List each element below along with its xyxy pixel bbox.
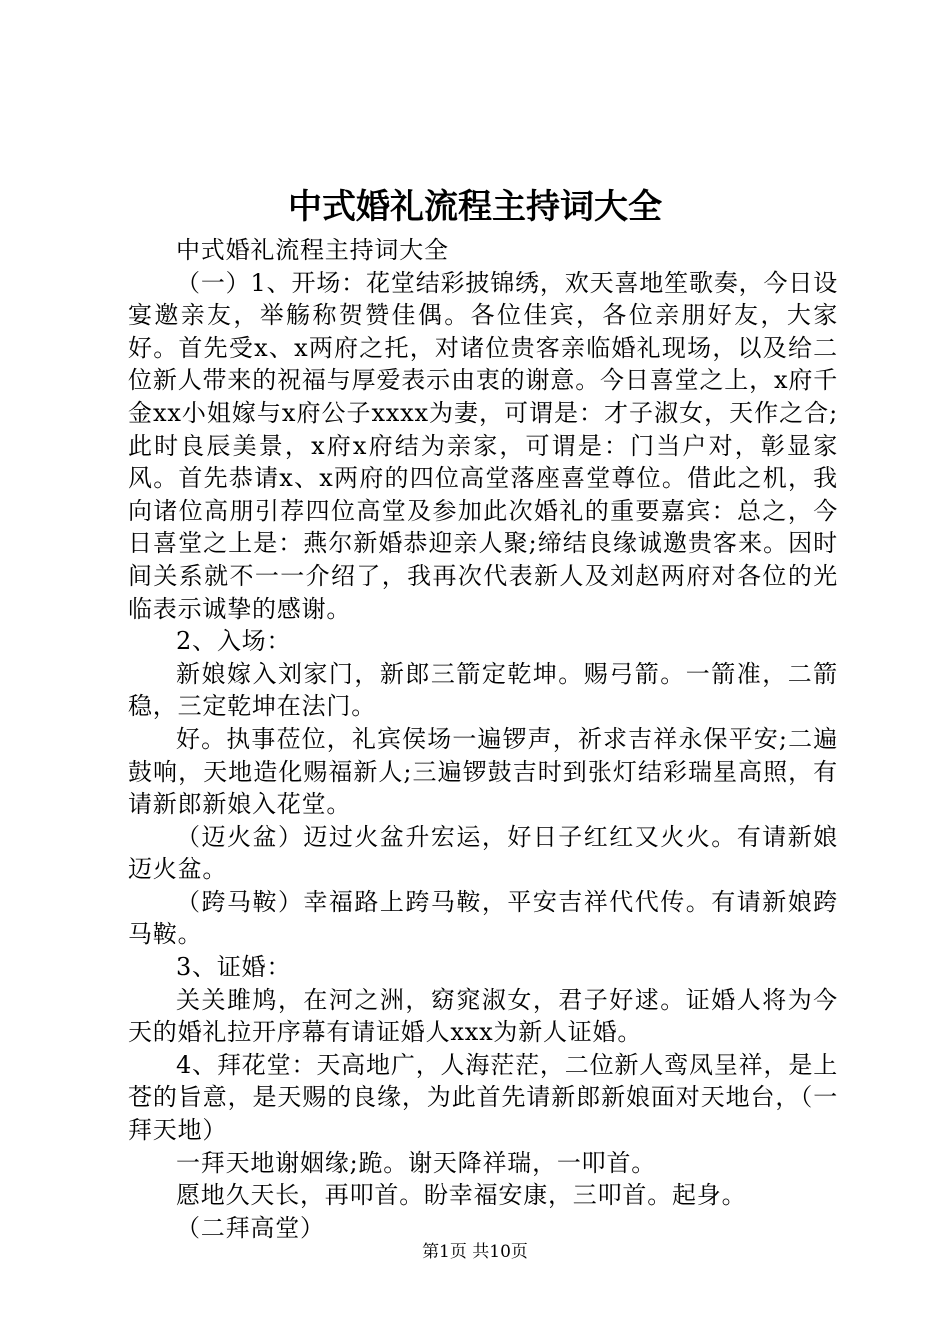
paragraph: 中式婚礼流程主持词大全 [176,236,449,264]
paragraph: 2、入场： [176,627,292,656]
paragraph: （一）1、开场：花堂结彩披锦绣，欢天喜地笙歌奏，今日设宴邀亲友，举觞称贺赞佳偶。各位佳宾，各位亲朋好友，大家好。首先受x、x两府之托，对诸位贵客亲临婚礼现场，以及给二位新人带来的祝福与厚爱表示由衷的谢意。今日喜堂之上，x府千金xx小姐嫁与x府公子xxxx为妻，可谓是：才子淑女，天作之合;此时良辰美景，x府x府结为亲家，可谓是：门当户对，彰显家风。首先恭请x、x两府的四位高堂落座喜堂尊位。借此之机，我向诸位高朋引荐四位高堂及参加此次婚礼的重要嘉宾：总之，今日喜堂之上是：燕尔新婚恭迎亲人聚;缔结良缘诚邀贵客来。因时间关系就不一一介绍了，我再次代表新人及刘赵两府对各位的光临表示诚挚的感谢。 [128,268,838,623]
paragraph: 3、证婚： [176,953,292,982]
paragraph: 好。执事莅位，礼宾侯场一遍锣声，祈求吉祥永保平安;二遍鼓响，天地造化赐福新人;三遍锣鼓吉时到张灯结彩瑞星高照，有请新郎新娘入花堂。 [128,724,838,819]
paragraph: 一拜天地谢姻缘;跪。谢天降祥瑞，一叩首。 [176,1148,657,1177]
paragraph: （迈火盆）迈过火盆升宏运，好日子红红又火火。有请新娘迈火盆。 [128,822,838,884]
paragraph: 愿地久天长，再叩首。盼幸福安康，三叩首。起身。 [176,1181,747,1210]
paragraph: 4、拜花堂：天高地广，人海茫茫，二位新人鸾凤呈祥，是上苍的旨意，是天赐的良缘，为此首先请新郎新娘面对天地台，（一拜天地） [128,1050,838,1145]
page-number: 第1页 共10页 [422,1242,528,1262]
paragraph: （二拜高堂） [176,1213,325,1242]
document-title: 中式婚礼流程主持词大全 [288,187,662,227]
paragraph: 关关雎鸠，在河之洲，窈窕淑女，君子好逑。证婚人将为今天的婚礼拉开序幕有请证婚人xxx为新人证婚。 [128,985,838,1047]
paragraph: 新娘嫁入刘家门，新郎三箭定乾坤。赐弓箭。一箭准，二箭稳，三定乾坤在法门。 [128,659,838,721]
document-body [128,234,838,1244]
paragraph: （跨马鞍）幸福路上跨马鞍，平安吉祥代代传。有请新娘跨马鞍。 [128,887,838,949]
